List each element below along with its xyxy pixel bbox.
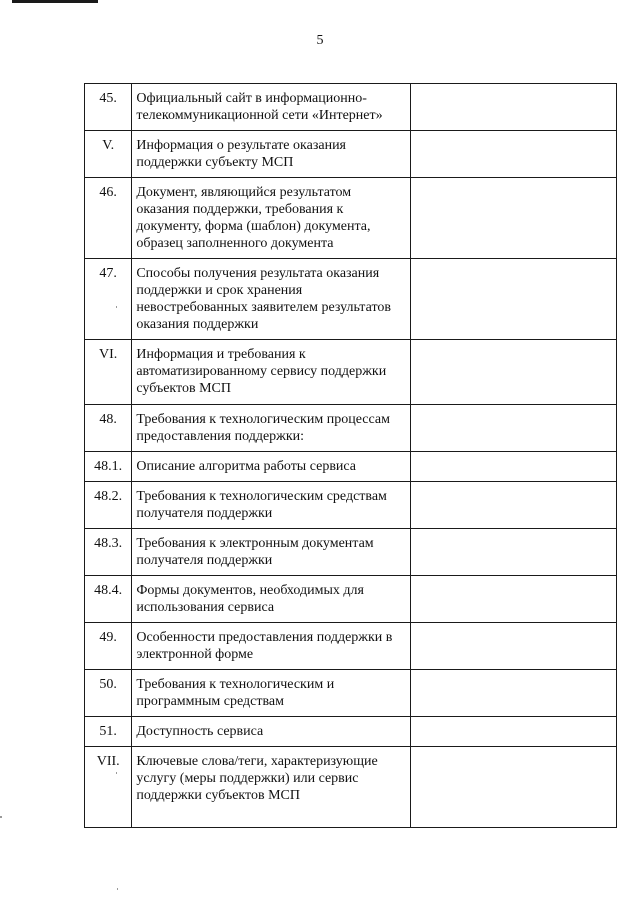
row-value bbox=[411, 259, 617, 340]
row-value bbox=[411, 670, 617, 717]
row-description: Особенности предоставления поддержки в электронной форме bbox=[132, 623, 411, 670]
table-row bbox=[85, 178, 617, 259]
table-row bbox=[85, 576, 617, 623]
row-number: 47. bbox=[85, 259, 132, 340]
row-description: Информация и требования к автоматизированному сервису поддержки субъектов МСП bbox=[132, 340, 411, 405]
row-description: Требования к технологическим средствам получателя поддержки bbox=[132, 482, 411, 529]
row-number: 48.4. bbox=[85, 576, 132, 623]
row-description: Способы получения результата оказания поддержки и срок хранения невостребованных заявителем результатов оказания поддержки bbox=[132, 259, 411, 340]
row-value bbox=[411, 340, 617, 405]
row-description: Информация о результате оказания поддержки субъекту МСП bbox=[132, 131, 411, 178]
scan-speck bbox=[0, 816, 2, 818]
table-row bbox=[85, 717, 617, 747]
top-edge-rule bbox=[12, 0, 98, 3]
table-row bbox=[85, 84, 617, 131]
row-description: Документ, являющийся результатом оказания поддержки, требования к документу, форма (шаблон) документа, образец заполненного документа bbox=[132, 178, 411, 259]
row-number: VII. bbox=[85, 747, 132, 828]
table-row bbox=[85, 340, 617, 405]
row-number: VI. bbox=[85, 340, 132, 405]
row-value bbox=[411, 623, 617, 670]
row-number: 49. bbox=[85, 623, 132, 670]
row-description: Требования к технологическим процессам предоставления поддержки: bbox=[132, 405, 411, 452]
requirements-table bbox=[84, 83, 617, 828]
row-value bbox=[411, 405, 617, 452]
row-number: 48.1. bbox=[85, 452, 132, 482]
row-number: 48.2. bbox=[85, 482, 132, 529]
scan-speck bbox=[116, 772, 117, 774]
row-value bbox=[411, 131, 617, 178]
page-number: 5 bbox=[316, 33, 324, 48]
row-description: Требования к электронным документам получателя поддержки bbox=[132, 529, 411, 576]
row-number: 50. bbox=[85, 670, 132, 717]
row-description: Ключевые слова/теги, характеризующие услугу (меры поддержки) или сервис поддержки субъектов МСП bbox=[132, 747, 411, 828]
row-value bbox=[411, 452, 617, 482]
row-value bbox=[411, 84, 617, 131]
scan-speck bbox=[117, 888, 118, 890]
table-row bbox=[85, 131, 617, 178]
table-row bbox=[85, 747, 617, 828]
row-value bbox=[411, 178, 617, 259]
scan-speck bbox=[116, 306, 117, 308]
row-value bbox=[411, 747, 617, 828]
row-description: Формы документов, необходимых для использования сервиса bbox=[132, 576, 411, 623]
row-description: Требования к технологическим и программным средствам bbox=[132, 670, 411, 717]
row-value bbox=[411, 482, 617, 529]
table-row bbox=[85, 259, 617, 340]
row-description: Доступность сервиса bbox=[132, 717, 411, 747]
row-number: 45. bbox=[85, 84, 132, 131]
row-description: Официальный сайт в информационно-телекоммуникационной сети «Интернет» bbox=[132, 84, 411, 131]
row-number: 51. bbox=[85, 717, 132, 747]
row-value bbox=[411, 576, 617, 623]
table-row bbox=[85, 405, 617, 452]
table-row bbox=[85, 482, 617, 529]
row-number: 48.3. bbox=[85, 529, 132, 576]
row-number: 48. bbox=[85, 405, 132, 452]
table-row bbox=[85, 623, 617, 670]
row-value bbox=[411, 717, 617, 747]
row-number: V. bbox=[85, 131, 132, 178]
table-row bbox=[85, 529, 617, 576]
table-row bbox=[85, 670, 617, 717]
row-number: 46. bbox=[85, 178, 132, 259]
table-row bbox=[85, 452, 617, 482]
row-value bbox=[411, 529, 617, 576]
row-description: Описание алгоритма работы сервиса bbox=[132, 452, 411, 482]
